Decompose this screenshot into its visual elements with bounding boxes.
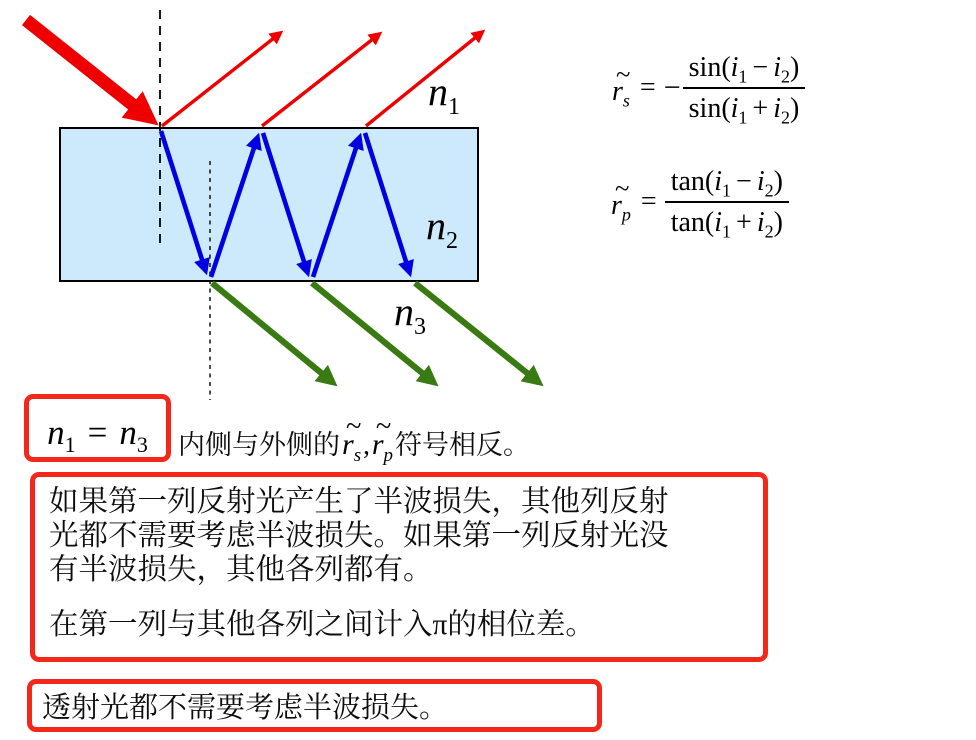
rp-denominator: $\tan(i_1 + i_2)$ xyxy=(670,207,783,242)
label-n2-sub: 2 xyxy=(446,228,458,254)
tilde: ~ xyxy=(346,411,362,442)
rp-sub: p xyxy=(621,204,631,225)
eq-lhs: $n_1$ xyxy=(47,413,76,457)
reflected-ray-2 xyxy=(262,35,378,126)
rule-line-3: 有半波损失，其他各列都有。 xyxy=(49,554,433,586)
comma: , xyxy=(363,430,370,460)
label-n3-sub: 3 xyxy=(414,314,426,340)
rs-base: r xyxy=(612,76,623,107)
halfwave-loss-rule-box xyxy=(30,472,768,662)
rule-line-2: 光都不需要考虑半波损失。如果第一列反射光没 xyxy=(49,520,669,552)
tilde: ~ xyxy=(615,173,630,203)
rule-paragraph-2: 在第一列与其他各列之间计入π的相位差。 xyxy=(49,609,595,641)
equals-sign: = xyxy=(87,413,108,452)
rp-fraction xyxy=(665,162,789,242)
equals-sign: = xyxy=(639,72,656,103)
rp-base: r xyxy=(611,190,622,221)
rs-symbol: ~ $r_s$ xyxy=(342,411,362,466)
eq-rhs: $n_3$ xyxy=(119,413,148,457)
tilde: ~ xyxy=(375,411,392,442)
rs-denominator: $\sin(i_1 + i_2)$ xyxy=(688,93,800,128)
note-post-text: 符号相反。 xyxy=(395,430,531,460)
label-n3-base: n xyxy=(394,289,414,334)
transmitted-light-rule-box xyxy=(27,679,602,732)
rs-sub: s xyxy=(622,90,630,111)
reflected-ray-1 xyxy=(162,34,279,126)
sign-note xyxy=(178,411,531,467)
label-n3 xyxy=(394,289,426,340)
label-n1 xyxy=(428,69,460,120)
reflected-ray-3 xyxy=(366,33,481,126)
rs-numerator: $\sin(i_1 - i_2)$ xyxy=(683,48,806,89)
n1-equals-n3-box xyxy=(24,394,171,462)
rule-line-1: 如果第一列反射光产生了半波损失，其他列反射 xyxy=(49,486,669,518)
rp-symbol xyxy=(611,173,631,225)
label-n1-sub: 1 xyxy=(448,94,460,120)
label-n2-base: n xyxy=(426,203,446,248)
rp-numerator: $\tan(i_1 - i_2)$ xyxy=(665,162,789,203)
tilde: ~ xyxy=(616,59,631,89)
label-n2 xyxy=(426,203,458,254)
rs-fraction xyxy=(683,48,806,128)
rp-symbol: ~ $r_p$ xyxy=(371,411,394,466)
formula-rp xyxy=(611,162,789,242)
label-n1-base: n xyxy=(428,69,448,114)
rule-paragraph-1 xyxy=(49,485,749,587)
transmitted-ray-3 xyxy=(415,283,537,381)
formula-rs xyxy=(612,48,805,128)
equals-sign: = xyxy=(640,186,657,217)
transmitted-rule-text: 透射光都不需要考虑半波损失。 xyxy=(42,692,449,724)
incident-ray xyxy=(26,20,148,117)
minus-sign: − xyxy=(663,71,681,104)
note-pre-text: 内侧与外侧的 xyxy=(178,430,340,460)
transmitted-ray-1 xyxy=(212,283,331,381)
rs-symbol xyxy=(612,59,631,111)
